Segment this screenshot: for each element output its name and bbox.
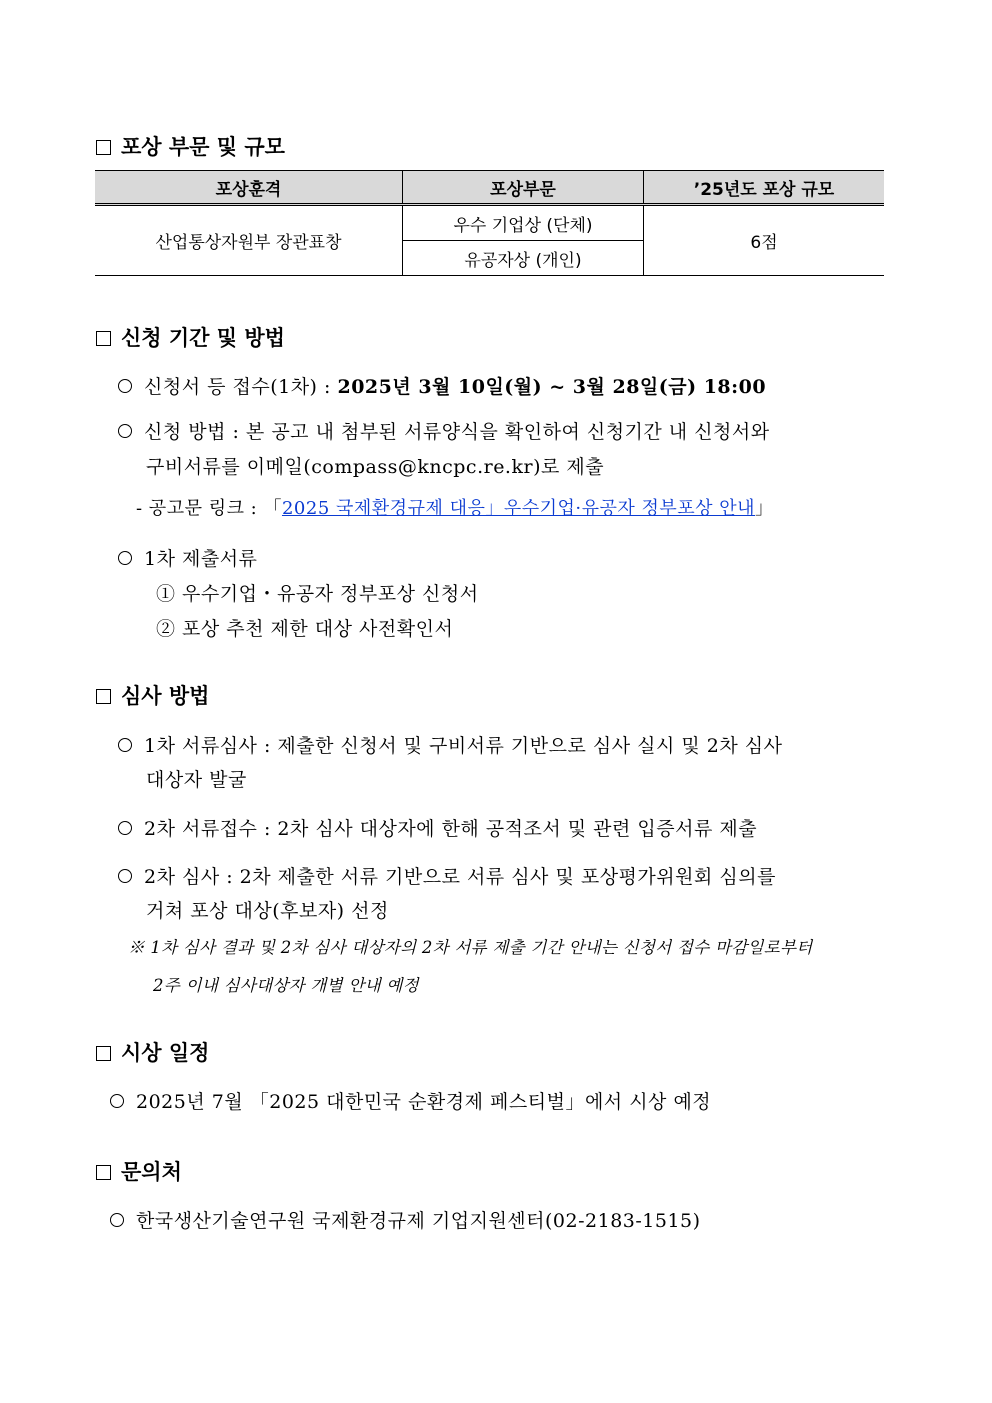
award-scale-cell: 6점 bbox=[644, 205, 885, 276]
review-step3-line-2: 거쳐 포상 대상(후보자) 선정 bbox=[146, 900, 389, 922]
table-header-cell: 포상부문 bbox=[403, 171, 644, 205]
review-step3-text: 2차 심사 : 2차 제출한 서류 기반으로 서류 심사 및 포상평가위원회 심의를 bbox=[144, 866, 776, 888]
checkbox-square-icon bbox=[96, 331, 111, 346]
table-header-row bbox=[95, 171, 884, 205]
checkbox-square-icon bbox=[96, 689, 111, 704]
section-ceremony-heading bbox=[96, 1037, 209, 1067]
section-contact-heading bbox=[96, 1156, 182, 1186]
review-step1-line bbox=[118, 731, 782, 758]
apply-method-line-2: 구비서류를 이메일(compass@kncpc.re.kr)로 제출 bbox=[146, 456, 605, 478]
apply-receipt-line bbox=[118, 372, 766, 399]
checkbox-square-icon bbox=[96, 1046, 111, 1061]
table-header-cell: ’25년도 포상 규모 bbox=[644, 171, 885, 205]
review-step1-text: 1차 서류심사 : 제출한 신청서 및 구비서류 기반으로 심사 실시 및 2차 심사 bbox=[144, 735, 783, 757]
section-contact-title: 문의처 bbox=[121, 1160, 182, 1184]
review-step1-line-2: 대상자 발굴 bbox=[146, 769, 247, 791]
bullet-circle-icon bbox=[118, 869, 132, 883]
section-apply-heading bbox=[96, 322, 285, 352]
section-ceremony-title: 시상 일정 bbox=[121, 1041, 210, 1065]
method-text: 신청 방법 : 본 공고 내 첨부된 서류양식을 확인하여 신청기간 내 신청서와 bbox=[144, 421, 770, 443]
docs-title: 1차 제출서류 bbox=[144, 548, 258, 570]
notice-link[interactable]: 2025 국제환경규제 대응」우수기업·유공자 정부포상 안내 bbox=[281, 498, 756, 519]
review-step2-line bbox=[118, 814, 757, 841]
checkbox-square-icon bbox=[96, 140, 111, 155]
contact-text: 한국생산기술연구원 국제환경규제 기업지원센터(02-2183-1515) bbox=[136, 1210, 701, 1232]
link-prefix: - 공고문 링크 : 「 bbox=[136, 498, 282, 519]
award-table bbox=[95, 170, 884, 276]
table-header-cell: 포상훈격 bbox=[95, 171, 403, 205]
bullet-circle-icon bbox=[110, 1094, 124, 1108]
table-row bbox=[95, 205, 884, 241]
section-award-heading bbox=[96, 131, 285, 161]
review-note-line-2: 2주 이내 심사대상자 개별 안내 예정 bbox=[153, 976, 419, 995]
apply-method-line bbox=[118, 417, 770, 444]
bullet-circle-icon bbox=[118, 821, 132, 835]
bullet-circle-icon bbox=[118, 379, 132, 393]
contact-line bbox=[110, 1206, 701, 1233]
section-apply-title: 신청 기간 및 방법 bbox=[121, 326, 285, 350]
section-review-heading bbox=[96, 680, 209, 710]
award-category-cell: 우수 기업상 (단체) bbox=[403, 205, 644, 241]
section-award-title: 포상 부문 및 규모 bbox=[121, 135, 285, 159]
award-rank-cell: 산업통상자원부 장관표창 bbox=[95, 205, 403, 276]
award-category-cell: 유공자상 (개인) bbox=[403, 241, 644, 276]
review-note-line-1: ※ 1차 심사 결과 및 2차 심사 대상자의 2차 서류 제출 기간 안내는 신청서 접수 마감일로부터 bbox=[128, 938, 813, 957]
docs-title-line bbox=[118, 544, 257, 571]
bullet-circle-icon bbox=[110, 1213, 124, 1227]
review-step2-text: 2차 서류접수 : 2차 심사 대상자에 한해 공적조서 및 관련 입증서류 제출 bbox=[144, 818, 758, 840]
ceremony-line bbox=[110, 1087, 711, 1114]
doc-item-1: ① 우수기업・유공자 정부포상 신청서 bbox=[156, 583, 479, 605]
ceremony-text: 2025년 7월 「2025 대한민국 순환경제 페스티벌」에서 시상 예정 bbox=[136, 1091, 712, 1113]
notice-link-line bbox=[136, 494, 774, 520]
link-suffix: 」 bbox=[755, 498, 774, 519]
doc-item-2: ② 포상 추천 제한 대상 사전확인서 bbox=[156, 618, 454, 640]
bullet-circle-icon bbox=[118, 738, 132, 752]
section-review-title: 심사 방법 bbox=[121, 684, 210, 708]
checkbox-square-icon bbox=[96, 1165, 111, 1180]
receipt-label: 신청서 등 접수(1차) : bbox=[144, 376, 331, 398]
bullet-circle-icon bbox=[118, 551, 132, 565]
review-step3-line bbox=[118, 862, 776, 889]
bullet-circle-icon bbox=[118, 424, 132, 438]
receipt-period: 2025년 3월 10일(월) ~ 3월 28일(금) 18:00 bbox=[337, 376, 767, 398]
